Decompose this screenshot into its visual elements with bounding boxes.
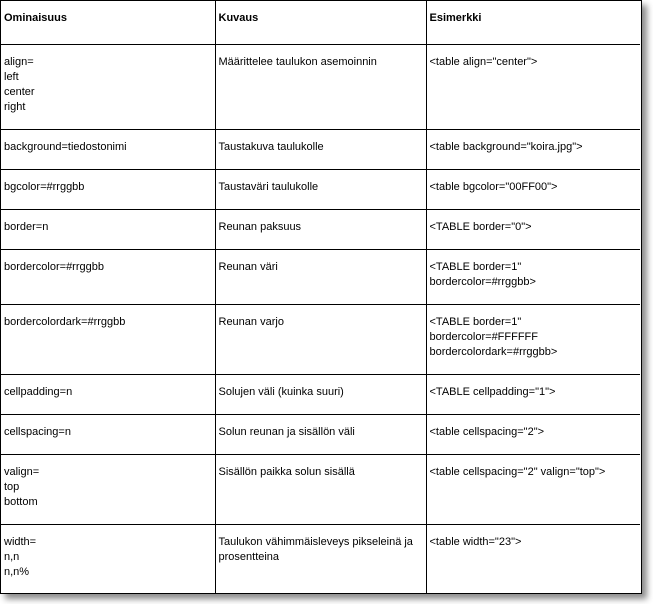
property-cell: border=n <box>1 209 215 249</box>
description-cell: Taustakuva taulukolle <box>215 129 426 169</box>
property-cell: cellpadding=n <box>1 374 215 414</box>
description-cell: Solujen väli (kuinka suuri) <box>215 374 426 414</box>
header-row <box>1 1 640 44</box>
description-cell: Taustaväri taulukolle <box>215 169 426 209</box>
example-cell: <table bgcolor="00FF00"> <box>426 169 640 209</box>
table-row <box>1 454 640 524</box>
example-cell: <table background="koira.jpg"> <box>426 129 640 169</box>
example-cell: <table cellspacing="2" valign="top"> <box>426 454 640 524</box>
table-row <box>1 524 640 593</box>
example-cell: <table cellspacing="2"> <box>426 414 640 454</box>
attributes-table <box>1 1 640 593</box>
property-cell: align= left center right <box>1 44 215 129</box>
property-cell: bordercolor=#rrggbb <box>1 249 215 304</box>
example-cell: <TABLE border=1" bordercolor=#FFFFFF bordercolordark=#rrggbb> <box>426 304 640 374</box>
description-cell: Reunan varjo <box>215 304 426 374</box>
property-cell: background=tiedostonimi <box>1 129 215 169</box>
table-row <box>1 209 640 249</box>
property-cell: cellspacing=n <box>1 414 215 454</box>
table-row <box>1 44 640 129</box>
description-cell: Reunan paksuus <box>215 209 426 249</box>
table-row <box>1 129 640 169</box>
description-cell: Reunan väri <box>215 249 426 304</box>
description-cell: Taulukon vähimmäisleveys pikseleinä ja prosentteina <box>215 524 426 593</box>
header-example: Esimerkki <box>426 1 640 44</box>
table-row <box>1 414 640 454</box>
table-row <box>1 374 640 414</box>
description-cell: Sisällön paikka solun sisällä <box>215 454 426 524</box>
property-cell: width= n,n n,n% <box>1 524 215 593</box>
property-cell: bordercolordark=#rrggbb <box>1 304 215 374</box>
example-cell: <TABLE border="0"> <box>426 209 640 249</box>
property-cell: valign= top bottom <box>1 454 215 524</box>
header-property: Ominaisuus <box>1 1 215 44</box>
table-row <box>1 249 640 304</box>
example-cell: <table width="23"> <box>426 524 640 593</box>
example-cell: <TABLE cellpadding="1"> <box>426 374 640 414</box>
example-cell: <TABLE border=1" bordercolor=#rrggbb> <box>426 249 640 304</box>
description-cell: Solun reunan ja sisällön väli <box>215 414 426 454</box>
description-cell: Määrittelee taulukon asemoinnin <box>215 44 426 129</box>
property-cell: bgcolor=#rrggbb <box>1 169 215 209</box>
table-row <box>1 304 640 374</box>
example-cell: <table align="center"> <box>426 44 640 129</box>
header-description: Kuvaus <box>215 1 426 44</box>
table-row <box>1 169 640 209</box>
